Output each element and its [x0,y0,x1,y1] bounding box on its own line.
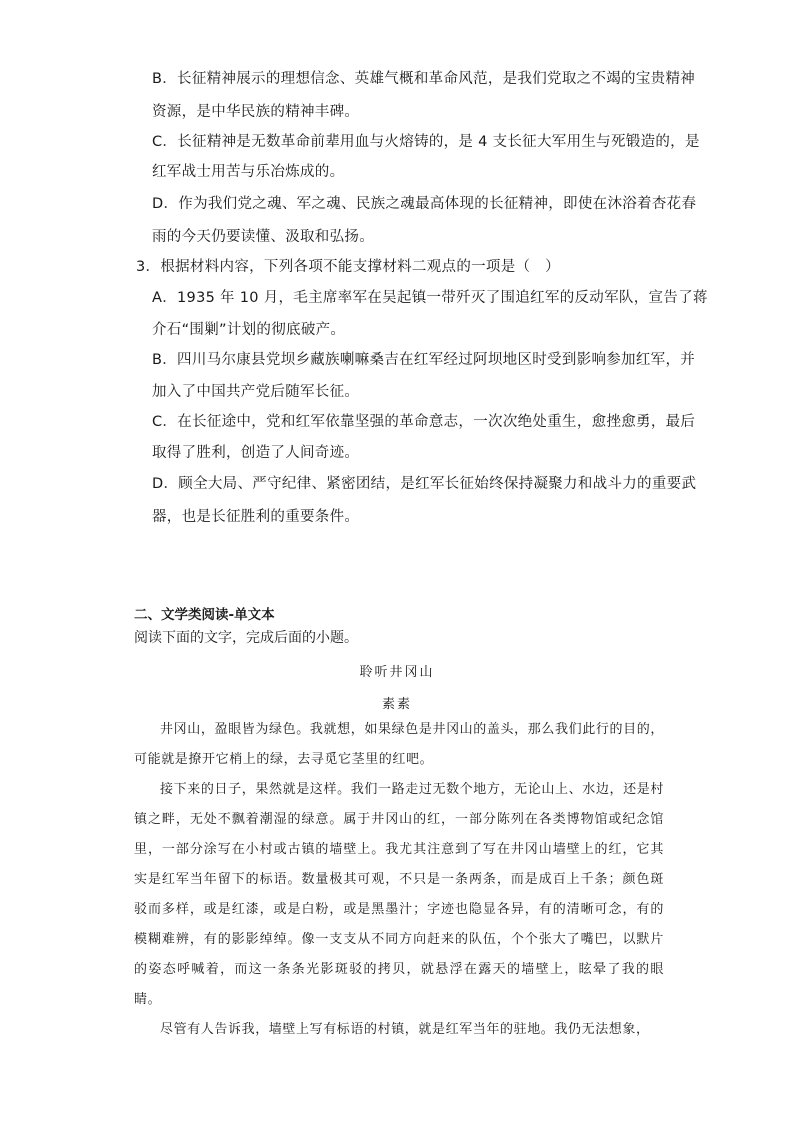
q3-option-a-line2: 介石“围剿”计划的彻底破产。 [152,322,346,338]
article-paragraph-1: 井冈山，盈眼皆为绿色。我就想，如果绿色是井冈山的盖头，那么我们此行的目的，可能就是撩开它梢上的绿，去寻觅它茎里的红吧。 [134,722,664,767]
q2-option-b-line1: B．长征精神展示的理想信念、英雄气概和革命风范，是我们党取之不竭的宝贵精神 [152,71,696,87]
article-paragraph-3: 尽管有人告诉我，墙壁上写有标语的村镇，就是红军当年的驻地。我仍无法想象， [160,1022,650,1037]
q3-option-c-line1: C．在长征途中，党和红军依靠坚强的革命意志，一次次绝处重生，愈挫愈勇，最后 [152,414,696,430]
article-author: 素素 [381,697,412,712]
section-instruction: 阅读下面的文字，完成后面的小题。 [134,630,358,646]
q2-option-c-line1: C．长征精神是无数革命前辈用血与火熔铸的，是 4 支长征大军用生与死锻造的，是 [152,134,700,150]
q3-option-b-line2: 加入了中国共产党后随军长征。 [152,384,360,400]
q2-option-d-line1: D．作为我们党之魂、军之魂、民族之魂最高体现的长征精神，即使在沐浴着杏花春 [152,196,697,212]
q2-option-d-line2: 雨的今天仍要读懂、汲取和弘扬。 [152,229,374,245]
section-title: 二、文学类阅读-单文本 [134,607,275,623]
q3-option-b-line1: B．四川马尔康县党坝乡藏族喇嘛桑吉在红军经过阿坝地区时受到影响参加红军，并 [152,352,696,368]
article-body [134,715,664,1045]
q3-option-d-line2: 器，也是长征胜利的重要条件。 [152,509,360,525]
q3-stem: 3．根据材料内容，下列各项不能支撑材料二观点的一项是（ ） [136,259,560,275]
q3-option-a-line1: A．1935 年 10 月，毛主席率军在吴起镇一带歼灭了围追红军的反动军队，宣告了蒋 [152,290,708,306]
q2-option-c-line2: 红军战士用苦与乐冶炼成的。 [152,164,345,180]
article-title: 聆听井冈山 [359,665,435,680]
q3-option-d-line1: D．顾全大局、严守纪律、紧密团结，是红军长征始终保持凝聚力和战斗力的重要武 [152,476,697,492]
article-paragraph-2: 接下来的日子，果然就是这样。我们一路走过无数个地方，无论山上、水边，还是村镇之畔，无处不飘着潮湿的绿意。属于井冈山的红，一部分陈列在各类博物馆或纪念馆里，一部分涂写在小村或古镇的墙壁上。我尤其注意到了写在井冈山墙壁上的红，它其实是红军当年留下的标语。数量极其可观，不只是一条两条，而是成百上千条；颜色斑驳而多样，或是红漆，或是白粉，或是黑墨汁；字迹也隐显各异，有的清晰可念，有的模糊难辨，有的影影绰绰。像一支支从不同方向赶来的队伍，个个张大了嘴巴，以默片的姿态呼喊着，而这一条条光影斑驳的拷贝，就悬浮在露天的墙壁上，眩晕了我的眼睛。 [134,782,664,1007]
q2-option-b-line2: 资源，是中华民族的精神丰碑。 [152,104,360,120]
q3-option-c-line2: 取得了胜利，创造了人间奇迹。 [152,445,360,461]
